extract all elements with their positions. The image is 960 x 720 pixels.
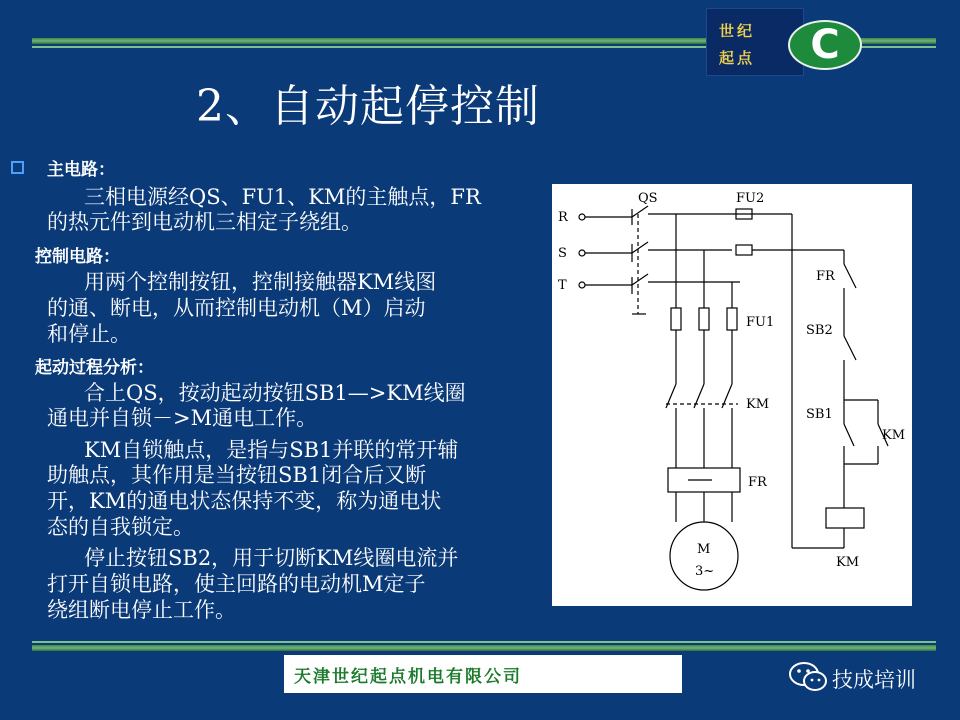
circuit-diagram-svg (552, 184, 912, 606)
label-fr-ctrl: FR (816, 269, 835, 284)
label-km-aux: KM (882, 428, 906, 443)
heading-main-circuit: 主电路： (47, 160, 115, 180)
label-sb2: SB2 (806, 323, 833, 338)
start-text2-line3: 开，KM的通电状态保持不变，称为通电状 (47, 489, 442, 513)
bottom-divider-line (32, 645, 936, 651)
start-text2-line2: 助触点，其作用是当按钮SB1闭合后又断 (47, 463, 427, 487)
logo-c-letter: C (810, 22, 840, 68)
label-t: T (558, 278, 567, 293)
wechat-account-label: 技成培训 (832, 668, 916, 692)
wechat-icon (788, 660, 830, 694)
label-s: S (558, 246, 567, 261)
bullet-square-icon (11, 161, 24, 174)
main-text-line2: 的热元件到电动机三相定子绕组。 (47, 210, 362, 234)
slide-title: 2、自动起停控制 (196, 81, 540, 132)
label-motor-m: M (697, 542, 711, 557)
heading-control-circuit: 控制电路： (35, 247, 120, 267)
heading-start-analysis: 起动过程分析： (35, 358, 154, 378)
label-motor-phase: 3~ (695, 564, 715, 579)
company-name-banner (284, 655, 682, 693)
label-sb1: SB1 (806, 407, 833, 422)
label-km-main: KM (746, 397, 770, 412)
logo-text-line2: 起点 (719, 49, 756, 67)
circuit-diagram (552, 184, 912, 606)
logo-text-line1: 世纪 (719, 22, 756, 40)
start-text3-line3: 绕组断电停止工作。 (47, 598, 236, 622)
label-fr-main: FR (748, 475, 767, 490)
label-qs: QS (638, 191, 658, 206)
start-text2-line1: KM自锁触点，是指与SB1并联的常开辅 (84, 438, 459, 462)
start-text1-line1: 合上QS，按动起动按钮SB1—>KM线圈 (84, 381, 466, 405)
control-text-line1: 用两个控制按钮，控制接触器KM线图 (84, 270, 437, 294)
logo-c-badge (788, 20, 862, 70)
company-name: 天津世纪起点机电有限公司 (294, 666, 522, 687)
start-text2-line4: 态的自我锁定。 (47, 515, 194, 539)
start-text1-line2: 通电并自锁－>M通电工作。 (47, 406, 318, 430)
label-fu1: FU1 (746, 315, 775, 330)
label-r: R (558, 210, 568, 225)
label-km-coil: KM (836, 555, 860, 570)
start-text3-line1: 停止按钮SB2，用于切断KM线圈电流并 (84, 546, 459, 570)
label-fu2: FU2 (736, 191, 765, 206)
bottom-divider-thin-line (32, 641, 936, 643)
control-text-line3: 和停止。 (47, 322, 131, 346)
main-text-line1: 三相电源经QS、FU1、KM的主触点，FR (84, 185, 481, 209)
control-text-line2: 的通、断电，从而控制电动机（M）启动 (47, 296, 426, 320)
start-text3-line2: 打开自锁电路，使主回路的电动机M定子 (47, 572, 426, 596)
